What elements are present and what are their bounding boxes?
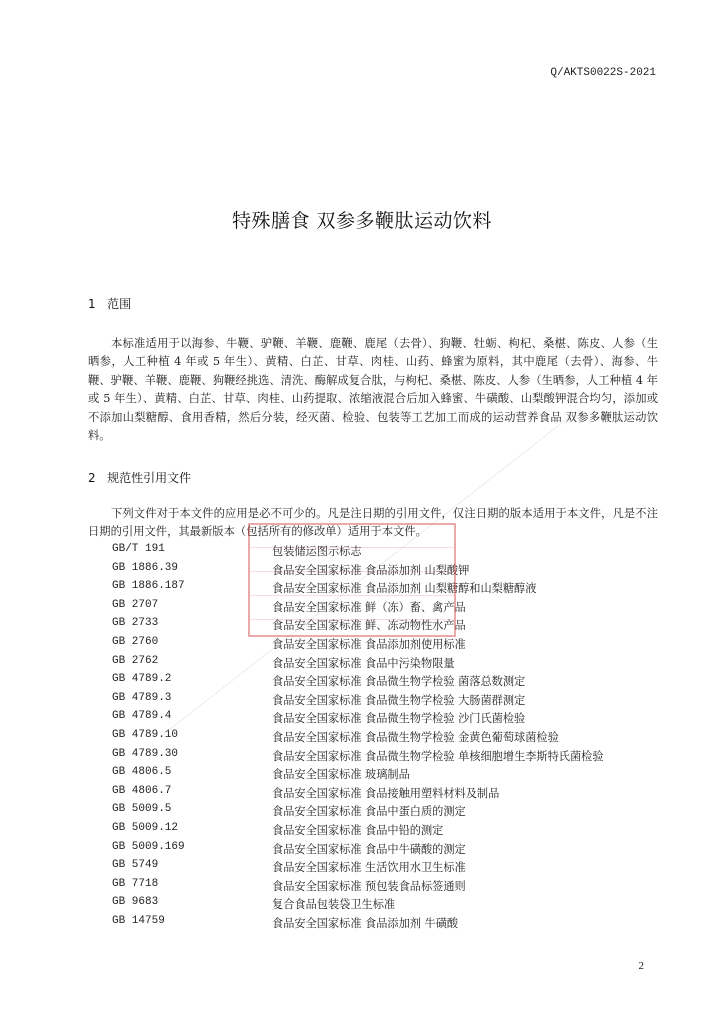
reference-title: 食品安全国家标准 预包装食品标签通则 bbox=[272, 879, 466, 893]
reference-row bbox=[0, 673, 724, 692]
reference-title: 食品安全国家标准 食品中铅的测定 bbox=[272, 823, 444, 837]
reference-row bbox=[0, 915, 724, 934]
document-code: Q/AKTS0022S-2021 bbox=[550, 67, 656, 79]
reference-code: GB 4789.30 bbox=[112, 747, 179, 760]
reference-title: 食品安全国家标准 食品微生物学检验 金黄色葡萄球菌检验 bbox=[272, 730, 559, 744]
reference-title: 食品安全国家标准 食品微生物学检验 大肠菌群测定 bbox=[272, 693, 526, 707]
reference-code: GB 4789.10 bbox=[112, 728, 179, 741]
reference-code: GB 2707 bbox=[112, 598, 159, 611]
reference-code: GB 1886.187 bbox=[112, 580, 185, 593]
reference-row bbox=[0, 655, 724, 674]
reference-code: GB 4789.2 bbox=[112, 673, 172, 686]
reference-code: GB 5009.12 bbox=[112, 821, 179, 834]
reference-code: GB 2762 bbox=[112, 654, 159, 667]
reference-code: GB 5009.5 bbox=[112, 803, 172, 816]
reference-title: 食品安全国家标准 食品微生物学检验 菌落总数测定 bbox=[272, 675, 526, 689]
reference-row bbox=[0, 543, 724, 562]
reference-row bbox=[0, 803, 724, 822]
reference-title: 食品安全国家标准 玻璃制品 bbox=[272, 768, 410, 782]
reference-title: 食品安全国家标准 食品添加剂使用标准 bbox=[272, 637, 466, 651]
reference-title: 食品安全国家标准 食品中牛磺酸的测定 bbox=[272, 842, 466, 856]
reference-row bbox=[0, 785, 724, 804]
reference-code: GB 4789.3 bbox=[112, 691, 172, 704]
reference-title: 食品安全国家标准 食品添加剂 牛磺酸 bbox=[272, 916, 459, 930]
reference-code: GB 4806.7 bbox=[112, 784, 172, 797]
reference-row bbox=[0, 729, 724, 748]
reference-title: 食品安全国家标准 鲜（冻）畜、禽产品 bbox=[272, 600, 466, 614]
reference-row bbox=[0, 599, 724, 618]
reference-title: 食品安全国家标准 生活饮用水卫生标准 bbox=[272, 861, 466, 875]
reference-code: GB 1886.39 bbox=[112, 561, 179, 574]
reference-title: 食品安全国家标准 食品添加剂 山梨酸钾 bbox=[272, 563, 470, 577]
reference-row bbox=[0, 580, 724, 599]
reference-title: 复合食品包装袋卫生标准 bbox=[272, 898, 396, 912]
reference-title: 食品安全国家标准 食品中污染物限量 bbox=[272, 656, 455, 670]
section-heading-normative-references: 2 规范性引用文件 bbox=[88, 471, 192, 485]
reference-title: 食品安全国家标准 食品微生物学检验 单核细胞增生李斯特氏菌检验 bbox=[272, 749, 604, 763]
reference-code: GB 4806.5 bbox=[112, 766, 172, 779]
reference-row bbox=[0, 841, 724, 860]
section-heading-scope: 1 范围 bbox=[88, 297, 132, 311]
reference-code: GB 14759 bbox=[112, 914, 165, 927]
reference-row bbox=[0, 878, 724, 897]
reference-row bbox=[0, 748, 724, 767]
reference-title: 食品安全国家标准 鲜、冻动物性水产品 bbox=[272, 619, 466, 633]
reference-code: GB 2733 bbox=[112, 617, 159, 630]
reference-code: GB 5009.169 bbox=[112, 840, 185, 853]
reference-row bbox=[0, 859, 724, 878]
reference-row bbox=[0, 562, 724, 581]
reference-title: 食品安全国家标准 食品微生物学检验 沙门氏菌检验 bbox=[272, 712, 526, 726]
reference-row bbox=[0, 692, 724, 711]
reference-code: GB 7718 bbox=[112, 877, 159, 890]
reference-title: 食品安全国家标准 食品接触用塑料材料及制品 bbox=[272, 786, 500, 800]
scope-paragraph: 本标准适用于以海参、牛鞭、驴鞭、羊鞭、鹿鞭、鹿尾（去骨）、狗鞭、牡蛎、枸杞、桑椹、陈皮、人参（生晒参，人工种植 4 年或 5 年生）、黄精、白芷、甘草、肉桂、山药、蜂蜜为原料，其中鹿尾（去骨）、海参、牛鞭、驴鞭、羊鞭、鹿鞭、狗鞭经挑选、清洗、酶解成复合肽，与枸杞、桑椹、陈皮、人参（生晒参，人工种植 4 年或 5 年生）、黄精、白芷、甘草、肉桂、山药提取、浓缩液混合后加入蜂蜜、牛磺酸、山梨酸钾混合均匀，添加或不添加山梨糖醇、食用香精，然后分装，经灭菌、检验、包装等工艺加工而成的运动营养食品 双参多鞭肽运动饮料。 bbox=[88, 337, 658, 443]
reference-row bbox=[0, 766, 724, 785]
reference-code: GB 2760 bbox=[112, 635, 159, 648]
reference-title: 包装储运图示标志 bbox=[272, 545, 362, 558]
reference-row bbox=[0, 617, 724, 636]
reference-row bbox=[0, 710, 724, 729]
reference-row bbox=[0, 636, 724, 655]
reference-title: 食品安全国家标准 食品中蛋白质的测定 bbox=[272, 805, 466, 819]
page-number: 2 bbox=[638, 960, 644, 972]
reference-row bbox=[0, 822, 724, 841]
reference-code: GB/T 191 bbox=[112, 543, 165, 555]
reference-title: 食品安全国家标准 食品添加剂 山梨糖醇和山梨糖醇液 bbox=[272, 582, 537, 596]
references-intro-paragraph: 下列文件对于本文件的应用是必不可少的。凡是注日期的引用文件，仅注日期的版本适用于本文件，凡是不注日期的引用文件，其最新版本（包括所有的修改单）适用于本文件。 bbox=[88, 507, 658, 539]
document-title: 特殊膳食 双参多鞭肽运动饮料 bbox=[231, 210, 493, 232]
reference-list bbox=[0, 543, 724, 933]
reference-code: GB 4789.4 bbox=[112, 710, 172, 723]
reference-code: GB 5749 bbox=[112, 859, 159, 872]
reference-code: GB 9683 bbox=[112, 896, 159, 909]
reference-row bbox=[0, 896, 724, 915]
